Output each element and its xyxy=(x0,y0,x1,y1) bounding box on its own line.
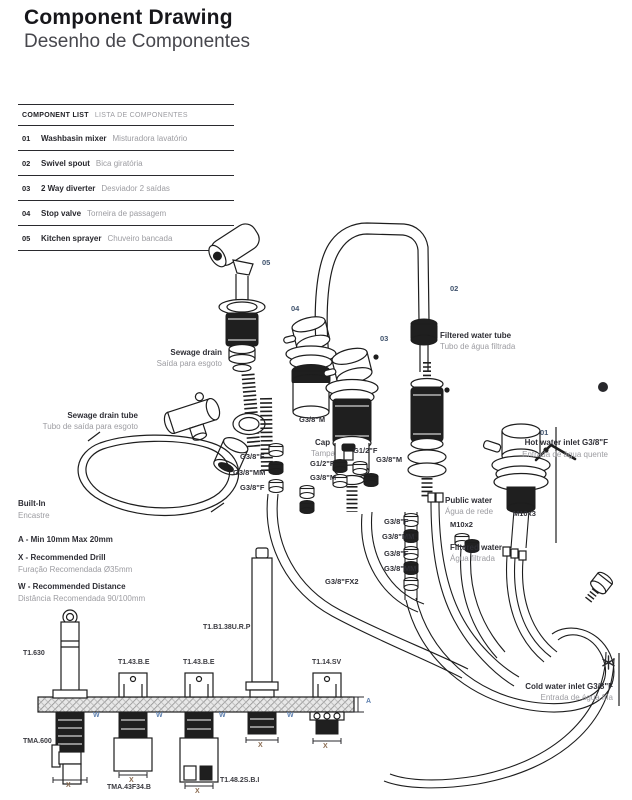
filter-cartridge-drawing xyxy=(408,362,450,497)
label-filtered-water-pt: Água filtrada xyxy=(450,554,495,563)
thread-label: G3/8"F xyxy=(240,483,265,492)
label-sewage-drain-tube-pt: Tubo de saída para esgoto xyxy=(42,422,138,431)
component-list-title-pt: LISTA DE COMPONENTES xyxy=(94,112,188,119)
component-list-title-en: COMPONENT LIST xyxy=(22,112,89,119)
install-unit-tma600 xyxy=(52,610,87,784)
label-filtered-water-tube-en: Filtered water tube xyxy=(440,331,512,340)
item-name-en: 2 Way diverter xyxy=(41,184,96,193)
hose-lines xyxy=(267,494,614,788)
item-number: 05 xyxy=(22,234,31,243)
callout-02: 02 xyxy=(450,284,459,293)
cold-hose-fitting xyxy=(581,570,615,606)
dim-w: W xyxy=(93,712,100,719)
swivel-spout-drawing xyxy=(315,223,437,372)
item-number: 01 xyxy=(22,134,31,143)
label-filtered-water-en: Filtered water xyxy=(450,543,503,552)
part-number: T1.48.2S.B.I xyxy=(220,777,260,784)
install-unit-t143-right xyxy=(180,673,218,789)
item-number: 02 xyxy=(22,159,31,168)
thread-label: G3/8"MM xyxy=(384,564,417,573)
label-cold-water-inlet-en: Cold water inlet G3/8"F xyxy=(525,682,613,691)
countertop-bar xyxy=(38,697,364,712)
note-x-sub: Furação Recomendada Ø35mm xyxy=(18,565,133,574)
hot-dot-icon xyxy=(598,382,608,392)
thread-label: G1/2"F xyxy=(310,459,335,468)
item-name-pt: Chuveiro bancada xyxy=(107,234,173,243)
label-sewage-drain-tube-en: Sewage drain tube xyxy=(67,411,138,420)
install-unit-t1b138 xyxy=(246,548,278,743)
dim-x: X xyxy=(323,743,328,750)
thread-label: M10x3 xyxy=(513,509,536,518)
stop-valve-drawing xyxy=(280,314,336,418)
part-number: T1.43.B.E xyxy=(118,659,150,666)
thread-label: G3/8"FX2 xyxy=(325,577,359,586)
label-public-water-pt: Água de rede xyxy=(445,507,494,516)
dim-w: W xyxy=(156,712,163,719)
part-number: T1.B1.38U.R.P xyxy=(203,624,251,631)
label-hot-water-inlet-en: Hot water inlet G3/8"F xyxy=(524,438,608,447)
thread-label: G3/8"M xyxy=(376,455,403,464)
item-number: 04 xyxy=(22,209,31,218)
part-number: T1.14.SV xyxy=(312,659,342,666)
callout-05: 05 xyxy=(262,258,271,267)
label-cold-water-inlet-pt: Entrada de água fria xyxy=(540,693,613,702)
thread-label: G3/8"F xyxy=(240,452,265,461)
thread-label: G3/8"M xyxy=(299,415,326,424)
item-number: 03 xyxy=(22,184,31,193)
label-built-in-en: Built-In xyxy=(18,499,46,508)
item-name-pt: Bica giratória xyxy=(95,159,143,168)
part-number: TMA.43F34.B xyxy=(107,784,151,791)
thread-label: G3/8"F xyxy=(384,549,409,558)
item-name-pt: Misturadora lavatório xyxy=(112,134,188,143)
label-sewage-drain-pt: Saída para esgoto xyxy=(156,359,222,368)
dim-w: W xyxy=(219,712,226,719)
sewage-drain-tube-coil xyxy=(78,432,239,516)
callout-04: 04 xyxy=(291,304,300,313)
thread-label: G3/8"M xyxy=(310,473,337,482)
note-w-sub: Distância Recomendada 90/100mm xyxy=(18,594,146,603)
diverter-drawing xyxy=(320,345,379,512)
item-name-en: Washbasin mixer xyxy=(41,134,107,143)
label-cap-en: Cap xyxy=(315,438,331,447)
label-built-in-pt: Encastre xyxy=(18,511,50,520)
dim-x: X xyxy=(66,782,71,789)
thread-label: G3/8"MM xyxy=(233,468,266,477)
note-w-title: W - Recommended Distance xyxy=(18,582,126,591)
dim-x: X xyxy=(195,788,200,795)
label-public-water-en: Public water xyxy=(445,496,493,505)
item-name-en: Kitchen sprayer xyxy=(41,234,102,243)
dim-x: X xyxy=(258,742,263,749)
callout-03: 03 xyxy=(380,334,389,343)
item-name-pt: Desviador 2 saídas xyxy=(101,184,170,193)
label-hot-water-inlet-pt: Entrada de água quente xyxy=(522,450,608,459)
part-number: T1.43.B.E xyxy=(183,659,215,666)
sewage-drain-parts xyxy=(159,388,267,478)
note-x-title: X - Recommended Drill xyxy=(18,553,106,562)
thread-label: G3/8"F xyxy=(384,517,409,526)
note-a: A - Min 10mm Max 20mm xyxy=(18,535,113,544)
callout-01: 01 xyxy=(540,428,549,437)
install-unit-t143-left xyxy=(114,673,152,778)
dim-x: X xyxy=(129,777,134,784)
thread-label: G3/8"MM xyxy=(382,532,415,541)
page-subtitle: Desenho de Componentes xyxy=(24,31,251,52)
part-number: T1.630 xyxy=(23,650,45,657)
item-name-en: Stop valve xyxy=(41,209,82,218)
label-cap-pt: Tampa xyxy=(311,449,336,458)
part-number: TMA.600 xyxy=(23,738,52,745)
label-sewage-drain-en: Sewage drain xyxy=(170,348,222,357)
thread-label: M10x2 xyxy=(450,520,473,529)
item-name-en: Swivel spout xyxy=(41,159,90,168)
dim-w: W xyxy=(287,712,294,719)
thread-label: G1/2"F xyxy=(353,446,378,455)
cold-snowflake-icon xyxy=(601,655,616,670)
dim-a: A xyxy=(366,698,372,705)
page-title: Component Drawing xyxy=(24,6,233,29)
item-name-pt: Torneira de passagem xyxy=(87,209,167,218)
label-filtered-water-tube-pt: Tubo de água filtrada xyxy=(440,342,516,351)
